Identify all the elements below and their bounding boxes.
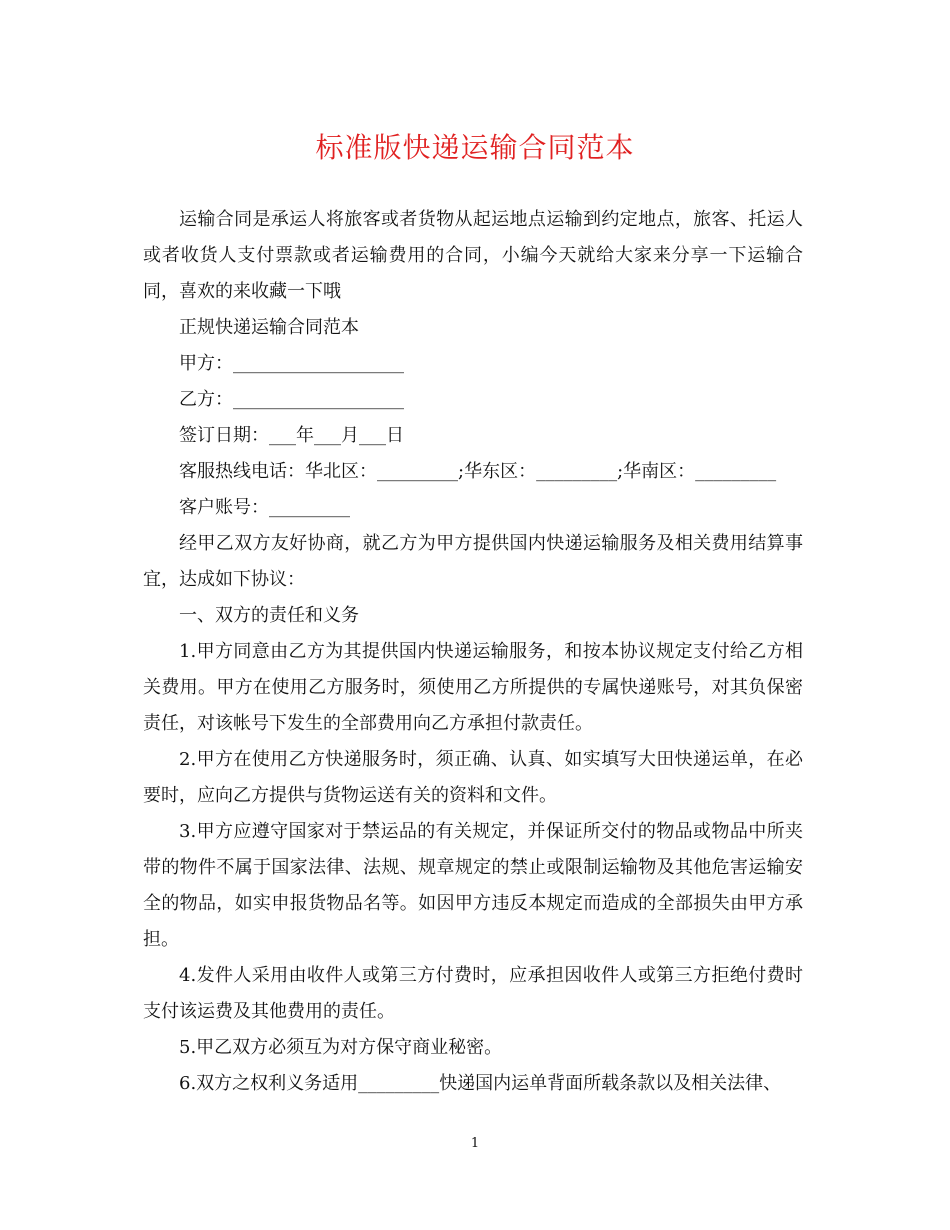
intro-paragraph: 运输合同是承运人将旅客或者货物从起运地点运输到约定地点，旅客、托运人或者收货人支付票款或者运输费用的合同，小编今天就给大家来分享一下运输合同，喜欢的来收藏一下哦 xyxy=(143,209,803,302)
agreement-paragraph: 经甲乙双方友好协商，就乙方为甲方提供国内快递运输服务及相关费用结算事宜，达成如下协议： xyxy=(143,533,803,590)
party-a-line: 甲方：___________________ xyxy=(179,353,404,374)
section-heading: 一、双方的责任和义务 xyxy=(179,605,359,626)
clause-5: 5.甲乙双方必须互为对方保守商业秘密。 xyxy=(179,1037,503,1058)
document-title: 标准版快递运输合同范本 xyxy=(315,131,635,164)
sign-date-line: 签订日期：___年___月___日 xyxy=(179,425,404,446)
subtitle-line: 正规快递运输合同范本 xyxy=(179,317,359,338)
clause-1: 1.甲方同意由乙方为其提供国内快递运输服务，和按本协议规定支付给乙方相关费用。甲方在使用乙方服务时，须使用乙方所提供的专属快递账号，对其负保密责任，对该帐号下发生的全部费用向乙方承担付款责任。 xyxy=(143,641,803,734)
party-b-line: 乙方：___________________ xyxy=(179,389,404,410)
document-body xyxy=(143,202,803,1102)
clause-4: 4.发件人采用由收件人或第三方付费时，应承担因收件人或第三方拒绝付费时支付该运费及其他费用的责任。 xyxy=(143,965,803,1022)
page-number: 1 xyxy=(470,1136,480,1151)
clause-2: 2.甲方在使用乙方快递服务时，须正确、认真、如实填写大田快递运单，在必要时，应向乙方提供与货物运送有关的资料和文件。 xyxy=(143,749,803,806)
clause-6: 6.双方之权利义务适用_________快递国内运单背面所载条款以及相关法律、 xyxy=(179,1073,782,1094)
account-line: 客户账号：_________ xyxy=(179,497,350,518)
hotline-line: 客服热线电话：华北区：_________;华东区：_________;华南区：_________ xyxy=(179,461,777,482)
clause-3: 3.甲方应遵守国家对于禁运品的有关规定，并保证所交付的物品或物品中所夹带的物件不属于国家法律、法规、规章规定的禁止或限制运输物及其他危害运输安全的物品，如实申报货物品名等。如因甲方违反本规定而造成的全部损失由甲方承担。 xyxy=(143,821,803,950)
